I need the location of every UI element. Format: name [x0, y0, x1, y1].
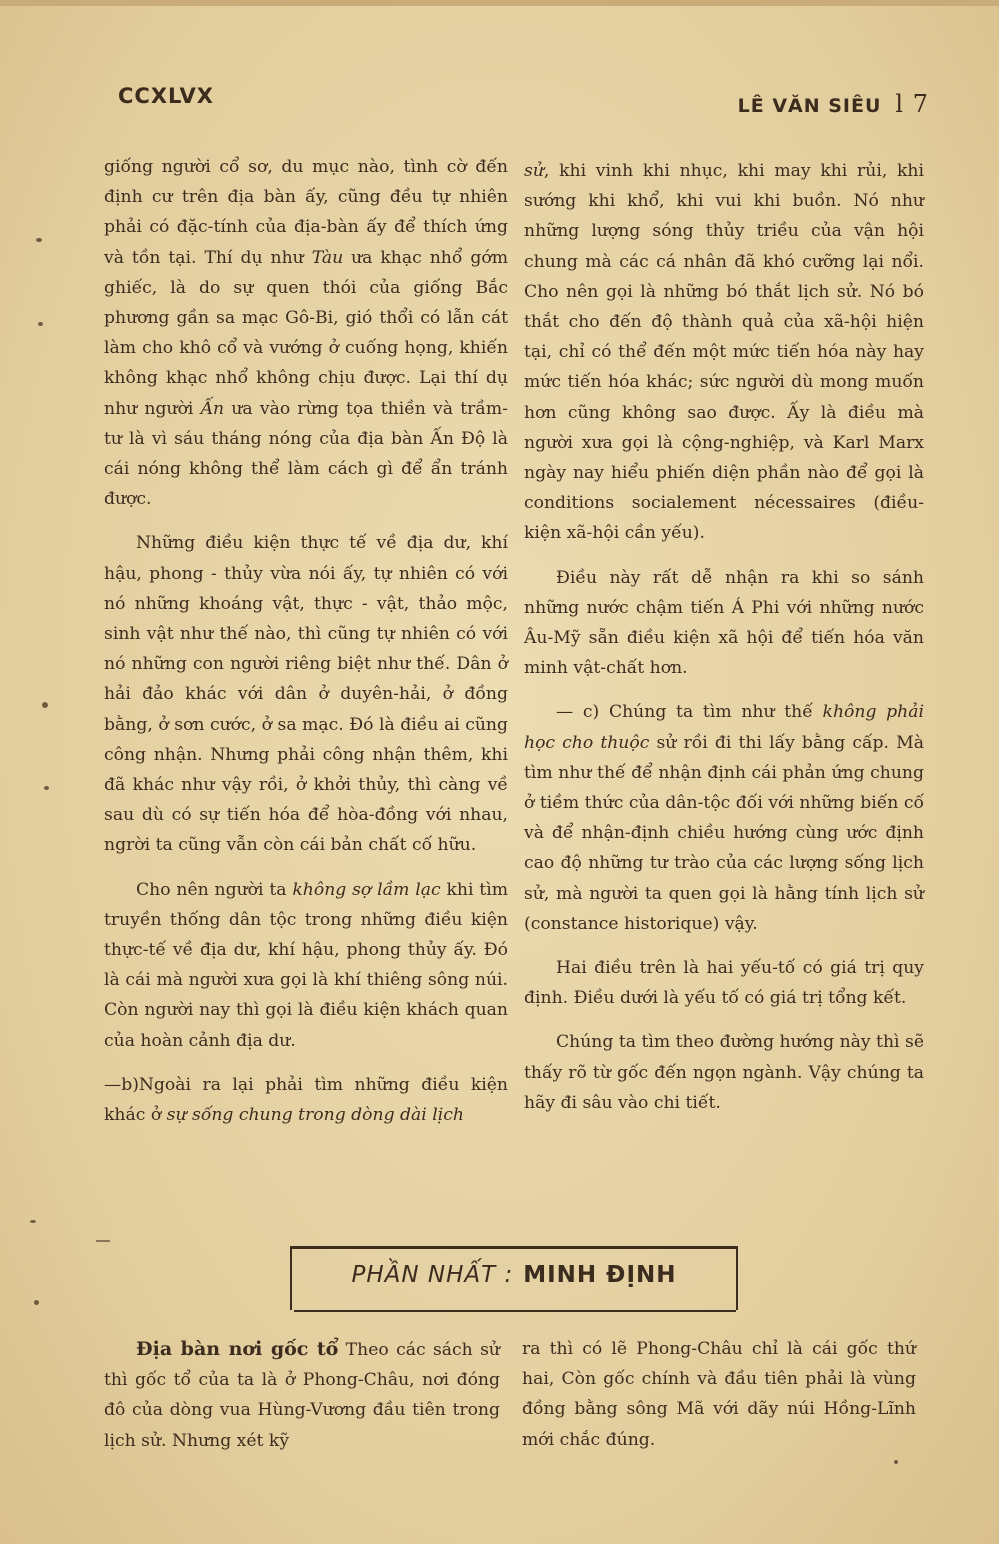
text-run: khi tìm truyền thống dân tộc trong những điều kiện thực-tế về địa dư, khí hậu, phong thủy ấy. Đó là cái mà người xưa gọi là khí thiêng sông núi. Còn người nay thì gọi là điều kiện khách quan của hoàn cảnh địa dư.	[104, 879, 508, 1051]
paragraph: Điều này rất dễ nhận ra khi so sánh những nước chậm tiến Á Phi với những nước Âu-Mỹ sẵn điều kiện xã hội để tiến hóa văn minh vật-chất hơn.	[524, 567, 924, 679]
paragraph: Chúng ta tìm theo đường hướng này thì sẽ thấy rõ từ gốc đến ngọn ngành. Vậy chúng ta hãy đi sâu vào chi tiết.	[524, 1032, 924, 1113]
paper-speck	[42, 702, 48, 708]
text-run: sử rồi đi thi lấy bằng cấp. Mà tìm như thế để nhận định cái phản ứng chung ở tiềm thức của dân-tộc đối với những biến cố và để nhận-định chiều hướng cùng ước định cao độ những tư trào của các lượng sống lịch sử, mà người ta quen gọi là hằng tính lịch sử (constance historique) vậy.	[524, 732, 924, 934]
section-rule-bottom	[294, 1310, 736, 1312]
paragraph	[104, 1070, 508, 1130]
running-header-right	[738, 90, 929, 118]
running-header-left: CCXLVX	[118, 84, 214, 108]
italic-run: không phải học cho thuộc	[524, 702, 924, 753]
paragraph: ra thì có lẽ Phong-Châu chỉ là cái gốc thứ hai, Còn gốc chính và đầu tiên phải là vùng đồng bằng sông Mã với dãy núi Hồng-Lĩnh mới chắc đúng.	[522, 1339, 916, 1450]
text-run: , khi vinh khi nhục, khi may khi rủi, khi sướng khi khổ, khi vui khi buồn. Nó như những lượng sóng thủy triều của vận hội chung mà các cá nhân đã khó cưỡng lại nổi. Cho nên gọi là những bó thắt lịch sử. Nó bó thắt cho đến độ thành quả của xã-hội hiện tại, chỉ có thể đến một mức tiến hóa này hay mức tiến hóa khác; sức người dù mong muốn hơn cũng không sao được. Ấy là điều mà người xưa gọi là cộng-nghiệp, và Karl Marx ngày nay hiểu phiến diện phần nào để gọi là conditions socialement nécessaires (điều-kiện xã-hội cần yếu).	[524, 161, 924, 544]
text-run: giống người cổ sơ, du mục nào, tình cờ đến định cư trên địa bàn ấy, cũng đều tự nhiên phải có đặc-tính của địa-bàn ấy để thích ứng và tồn tại. Thí dụ như	[104, 157, 508, 268]
right-column-top	[524, 156, 924, 1118]
text-run: ưa khạc nhổ gớm ghiếc, là do sự quen thói của giống Bắc phương gần sa mạc Gô-Bi, gió thổi có lẫn cát làm cho khô cổ và vướng ở cuống họng, khiến không khạc nhổ không chịu được. Lại thí dụ như người	[104, 247, 508, 419]
page-top-edge	[0, 0, 999, 6]
author-name: LÊ VĂN SIÊU	[737, 95, 882, 117]
paragraph: Hai điều trên là hai yếu-tố có giá trị quy định. Điều dưới là yếu tố có giá trị tổng kết.	[524, 958, 924, 1009]
paragraph	[104, 152, 508, 514]
italic-run: Tàu	[311, 247, 344, 268]
section-name: MINH ĐỊNH	[523, 1262, 677, 1288]
paper-speck	[894, 1460, 898, 1464]
text-run: Theo các sách sử thì gốc tổ của ta là ở Phong-Châu, nơi đóng đô của dòng vua Hùng-Vương đầu tiên trong lịch sử. Nhưng xét kỹ	[104, 1340, 500, 1451]
italic-run: Ấn	[200, 398, 225, 419]
section-heading	[292, 1262, 736, 1288]
left-column-bottom	[104, 1334, 500, 1456]
paragraph: Những điều kiện thực tế về địa dư, khí hậu, phong - thủy vừa nói ấy, tự nhiên có với nó những khoáng vật, thực - vật, thảo mộc, sinh vật như thế nào, thì cũng tự nhiên có với nó những con người riêng biệt như thế. Dân ở hải đảo khác với dân ở duyên-hải, ở đồng bằng, ở sơn cước, ở sa mạc. Đó là điều ai cũng công nhận. Nhưng phải công nhận thêm, khi đã khác như vậy rồi, ở khởi thủy, thì càng về sau dù có sự tiến hóa để hòa-đồng với nhau, ngrời ta cũng vẫn còn cái bản chất cố hữu.	[104, 533, 508, 856]
italic-run: sử	[524, 161, 544, 181]
paper-speck	[38, 322, 43, 326]
text-run: —b)Ngoài ra lại phải tìm những điều kiện khác ở	[104, 1074, 508, 1126]
paper-speck	[36, 238, 42, 242]
italic-run: không sợ lầm lạc	[292, 879, 441, 900]
subheading-lead: Địa bàn nơi gốc tổ	[136, 1338, 339, 1360]
paper-speck	[34, 1300, 39, 1305]
paragraph	[104, 875, 508, 1056]
text-run: Cho nên người ta	[136, 879, 293, 900]
paragraph	[524, 156, 924, 549]
text-run: ưa vào rừng tọa thiền và trầm-tư là vì sáu tháng nóng của địa bàn Ấn Độ là cái nóng không thể làm cách gì để ẩn tránh được.	[104, 398, 508, 510]
paragraph	[524, 697, 924, 939]
section-part-label: PHẦN NHẤT :	[351, 1262, 514, 1288]
paper-speck	[30, 1220, 36, 1223]
text-run: — c) Chúng ta tìm như thế	[556, 702, 823, 723]
paper-speck	[44, 786, 49, 790]
left-column-top	[104, 152, 508, 1130]
italic-run: sự sống chung trong dòng dài lịch	[166, 1105, 464, 1126]
right-column-bottom	[522, 1334, 916, 1455]
paragraph	[104, 1334, 500, 1456]
page-number: l 7	[895, 90, 929, 118]
margin-mark	[96, 1240, 110, 1242]
